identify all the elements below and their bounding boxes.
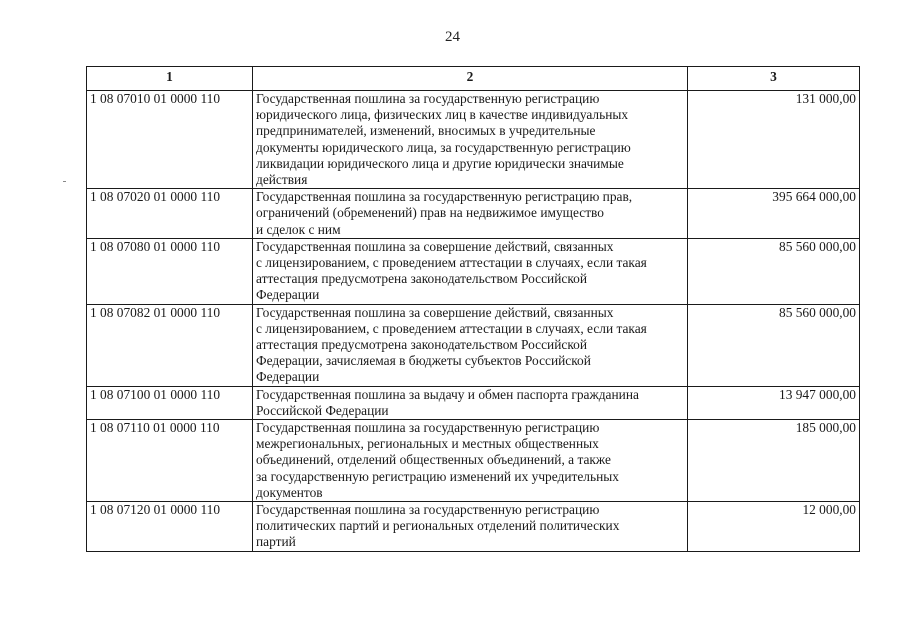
table-header: [87, 67, 860, 91]
income-name-line: Федерации: [256, 287, 320, 303]
income-name-line: межрегиональных, региональных и местных общественных: [256, 436, 599, 452]
budget-code-cell: 1 08 07080 01 0000 110: [87, 238, 253, 304]
amount-cell: 12 000,00: [688, 502, 860, 552]
amount-cell: 13 947 000,00: [688, 386, 860, 419]
amount-cell: 395 664 000,00: [688, 189, 860, 239]
income-name-cell: [253, 420, 688, 502]
header-col-3: 3: [688, 67, 860, 91]
income-name-line: Государственная пошлина за государственную регистрацию: [256, 502, 600, 518]
income-name-line: ликвидации юридического лица и другие юридически значимые: [256, 155, 624, 171]
budget-code-cell: 1 08 07082 01 0000 110: [87, 304, 253, 386]
income-name-line: предпринимателей, изменений, вносимых в учредительные: [256, 123, 596, 139]
income-name-line: документов: [256, 484, 323, 500]
income-name-line: Государственная пошлина за совершение действий, связанных: [256, 238, 614, 254]
income-name-line: политических партий и региональных отделений политических: [256, 518, 620, 534]
amount-cell: 185 000,00: [688, 420, 860, 502]
header-col-2: 2: [253, 67, 688, 91]
income-name-cell: [253, 238, 688, 304]
income-name-line: Государственная пошлина за государственную регистрацию прав,: [256, 189, 633, 205]
amount-cell: 85 560 000,00: [688, 304, 860, 386]
table-row: [87, 502, 860, 552]
table-row: [87, 238, 860, 304]
income-name-line: Федерации, зачисляемая в бюджеты субъектов Российской: [256, 353, 591, 369]
budget-code-cell: 1 08 07120 01 0000 110: [87, 502, 253, 552]
table-row: [87, 420, 860, 502]
income-name-cell: [253, 502, 688, 552]
header-col-1: 1: [87, 67, 253, 91]
table-row: [87, 386, 860, 419]
income-name-line: за государственную регистрацию изменений их учредительных: [256, 468, 619, 484]
income-name-line: аттестация предусмотрена законодательством Российской: [256, 337, 588, 353]
income-name-cell: [253, 91, 688, 189]
income-name-cell: [253, 386, 688, 419]
amount-cell: 85 560 000,00: [688, 238, 860, 304]
income-name-line: Государственная пошлина за выдачу и обмен паспорта гражданина: [256, 386, 639, 402]
income-name-line: юридического лица, физических лиц в качестве индивидуальных: [256, 107, 629, 123]
income-name-line: с лицензированием, с проведением аттестации в случаях, если такая: [256, 255, 647, 271]
income-name-line: Государственная пошлина за совершение действий, связанных: [256, 304, 614, 320]
income-name-line: Российской Федерации: [256, 402, 389, 418]
table-row: [87, 91, 860, 189]
budget-table: [86, 66, 860, 552]
budget-code-cell: 1 08 07010 01 0000 110: [87, 91, 253, 189]
budget-code-cell: 1 08 07110 01 0000 110: [87, 420, 253, 502]
income-name-line: действия: [256, 172, 308, 188]
page-number: 24: [445, 29, 460, 45]
table-row: [87, 189, 860, 239]
table-row: [87, 304, 860, 386]
scan-artifact: [63, 181, 66, 182]
header-row: [87, 67, 860, 91]
table-body: [87, 91, 860, 552]
income-name-line: Федерации: [256, 369, 320, 385]
income-name-line: и сделок с ним: [256, 221, 341, 237]
income-name-line: ограничений (обременений) прав на недвижимое имущество: [256, 205, 604, 221]
income-name-line: объединений, отделений общественных объединений, а также: [256, 452, 611, 468]
income-name-cell: [253, 189, 688, 239]
income-name-cell: [253, 304, 688, 386]
budget-code-cell: 1 08 07100 01 0000 110: [87, 386, 253, 419]
amount-cell: 131 000,00: [688, 91, 860, 189]
income-name-line: Государственная пошлина за государственную регистрацию: [256, 420, 600, 436]
income-name-line: партий: [256, 534, 296, 550]
income-name-line: аттестация предусмотрена законодательством Российской: [256, 271, 588, 287]
income-name-line: документы юридического лица, за государственную регистрацию: [256, 139, 631, 155]
budget-code-cell: 1 08 07020 01 0000 110: [87, 189, 253, 239]
income-name-line: с лицензированием, с проведением аттестации в случаях, если такая: [256, 320, 647, 336]
income-name-line: Государственная пошлина за государственную регистрацию: [256, 91, 600, 106]
